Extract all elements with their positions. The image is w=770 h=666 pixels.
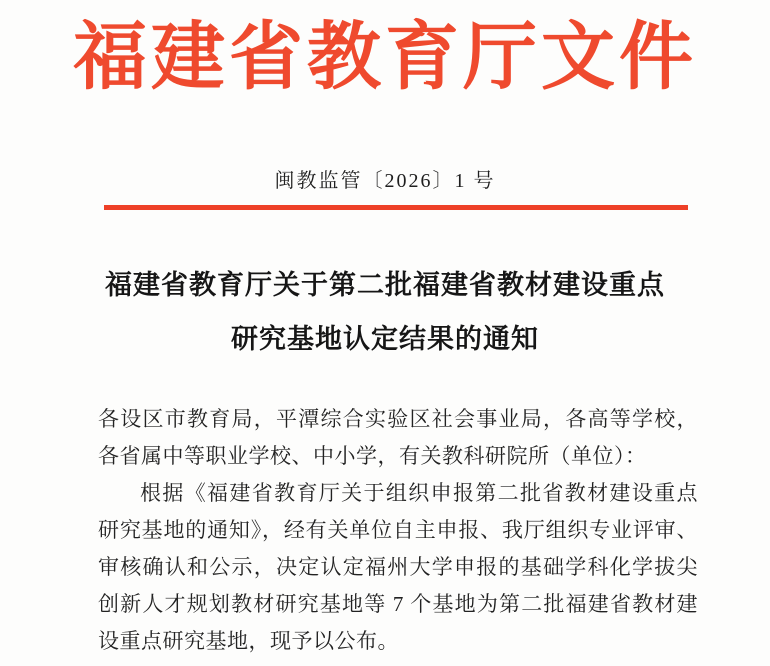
document-body: [98, 401, 698, 660]
document-title-line1: 福建省教育厅关于第二批福建省教材建设重点: [105, 270, 665, 300]
document-title-line2: 研究基地认定结果的通知: [231, 324, 539, 354]
document-number: 闽教监管〔2026〕1 号: [274, 170, 496, 192]
main-paragraph: 根据《福建省教育厅关于组织申报第二批省教材建设重点研究基地的通知》，经有关单位自主申报、我厅组织专业评审、审核确认和公示，决定认定福州大学申报的基础学科化学拔尖创新人才规划教材研究基地等 7 个基地为第二批福建省教材建设重点研究基地，现予以公布。: [98, 481, 698, 653]
salutation-paragraph: 各设区市教育局，平潭综合实验区社会事业局，各高等学校，各省属中等职业学校、中小学，有关教科研院所（单位）：: [98, 407, 698, 468]
red-divider: [104, 205, 688, 210]
document-title: [0, 258, 770, 366]
document-header-title: 福建省教育厅文件: [73, 17, 697, 99]
